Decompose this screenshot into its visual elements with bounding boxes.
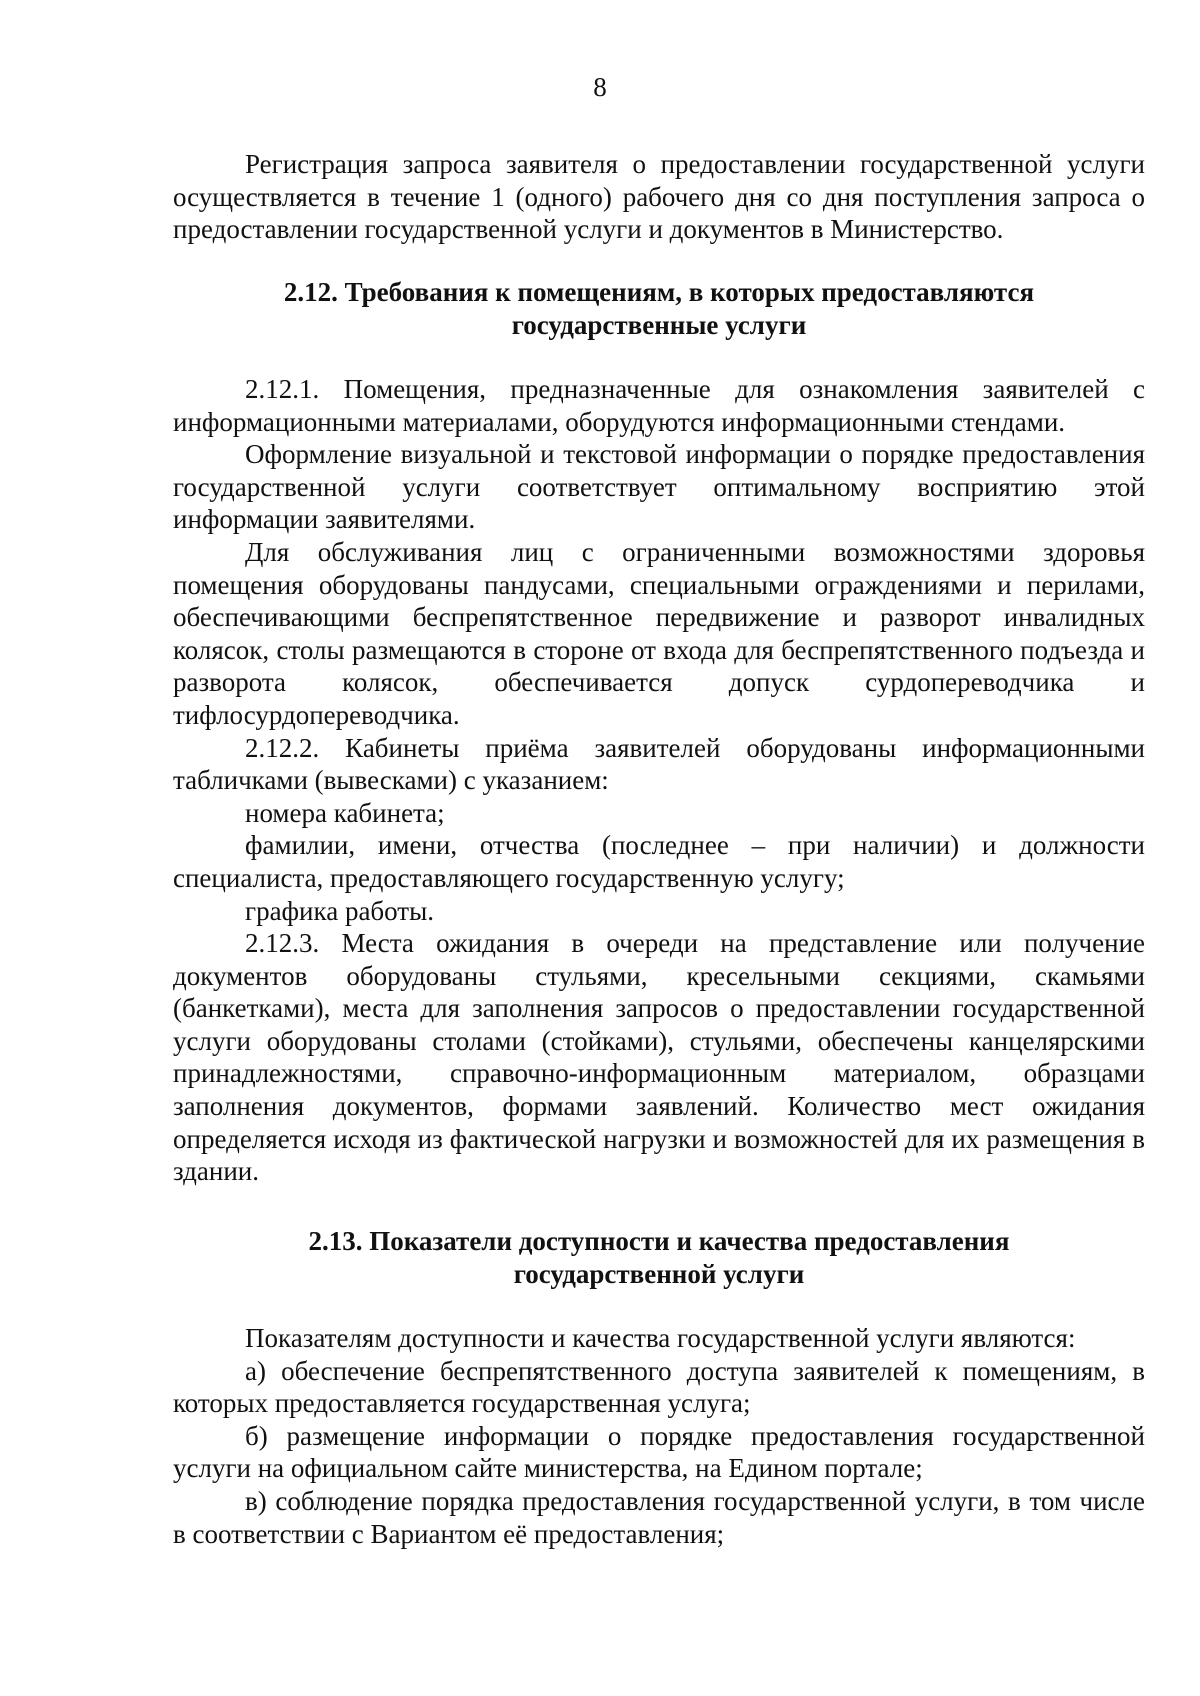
paragraph: Показателям доступности и качества государственной услуги являются: [245,1323,1076,1353]
list-item: фамилии, имени, отчества (последнее – при наличии) и должности специалиста, предоставляющего государственную услугу; [173,830,1145,893]
paragraph: Для обслуживания лиц с ограниченными возможностями здоровья помещения оборудованы пандусами, специальными ограждениями и перилами, обеспечивающими беспрепятственное передвижение и разворот инвалидных колясок, столы размещаются в стороне от входа для беспрепятственного подъезда и разворота колясок, обеспечивается допуск сурдопереводчика и тифлосурдопереводчика. [173,536,1145,730]
section-heading-line: 2.13. Показатели доступности и качества предоставления [308,1226,1010,1256]
paragraph: 2.12.1. Помещения, предназначенные для ознакомления заявителей с информационными материалами, оборудуются информационными стендами. [173,374,1145,437]
page-number: 8 [593,72,607,102]
section-heading-2-13 [173,1225,1145,1291]
section-body-2-12 [173,373,1145,1188]
list-item: графика работы. [245,895,434,926]
paragraph: 2.12.2. Кабинеты приёма заявителей оборудованы информационными табличками (вывесками) с указанием: [173,732,1145,796]
paragraph: Оформление визуальной и текстовой информации о порядке предоставления государственной услуги соответствует оптимальному восприятию этой информации заявителями. [173,439,1145,535]
section-body-2-13 [173,1322,1145,1550]
section-heading-line: государственной услуги [513,1259,805,1289]
section-heading-line: государственные услуги [511,310,807,340]
list-item: в) соблюдение порядка предоставления государственной услуги, в том числе в соответствии с Вариантом её предоставления; [173,1485,1145,1549]
section-heading-2-12 [173,276,1145,342]
paragraph: 2.12.3. Места ожидания в очереди на представление или получение документов оборудованы стульями, кресельными секциями, скамьями (банкетками), места для заполнения запросов о предоставлении государственной услуги оборудованы столами (стойками), стульями, обеспечены канцелярскими принадлежностями, справочно-информационным материалом, образцами заполнения документов, формами заявлений. Количество мест ожидания определяется исходя из фактической нагрузки и возможностей для их размещения в здании. [173,928,1145,1187]
intro-block [173,148,1145,246]
section-heading-line: 2.12. Требования к помещениям, в которых предоставляются [283,277,1035,307]
intro-paragraph: Регистрация запроса заявителя о предоставлении государственной услуги осуществляется в течение 1 (одного) рабочего дня со дня поступления запроса о предоставлении государственной услуги и документов в Министерство. [173,149,1145,245]
list-item: а) обеспечение беспрепятственного доступа заявителей к помещениям, в которых предоставляется государственная услуга; [173,1355,1145,1419]
list-item: б) размещение информации о порядке предоставления государственной услуги на официальном сайте министерства, на Едином портале; [173,1420,1145,1484]
list-item: номера кабинета; [245,797,445,828]
